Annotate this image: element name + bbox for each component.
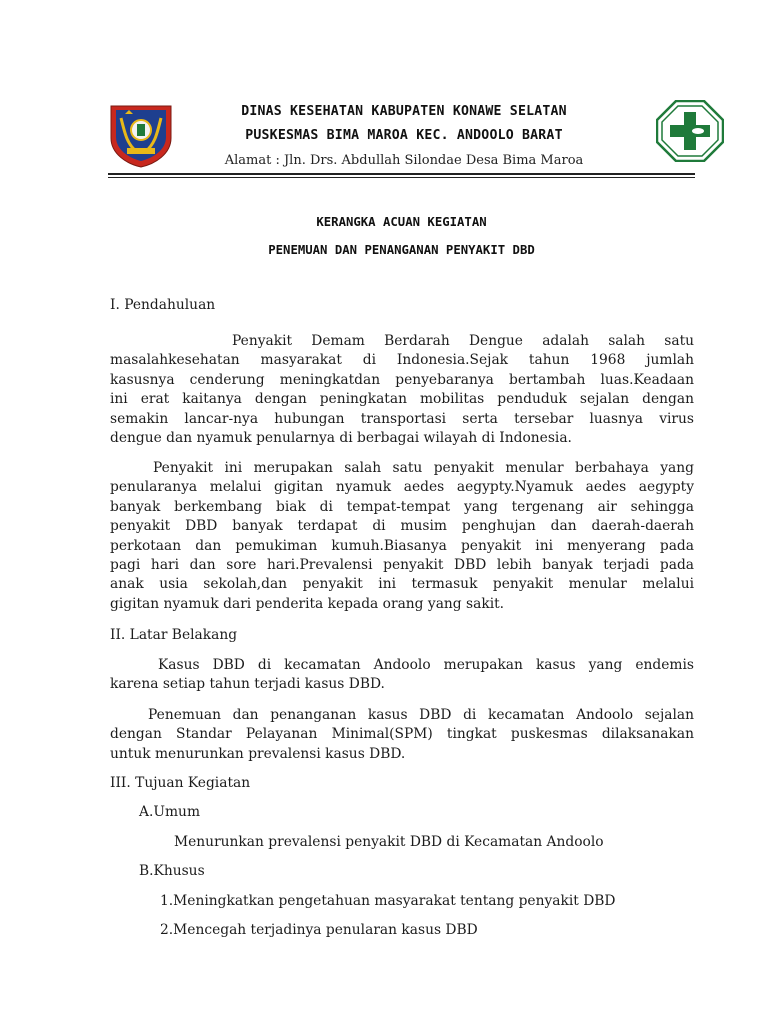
section-heading-pendahuluan: I. Pendahuluan xyxy=(110,297,216,313)
letterhead xyxy=(180,100,628,173)
title-line-1: KERANGKA ACUAN KEGIATAN xyxy=(316,215,487,229)
text-line: Kasus DBD di kecamatan Andoolo merupakan kasus yang endemis xyxy=(158,657,694,673)
goal-specific-item: 2.Mencegah terjadinya penularan kasus DBD xyxy=(160,922,478,938)
paragraph-latar-belakang-1 xyxy=(110,656,694,695)
text-line: dengan Standar Pelayanan Minimal(SPM) tingkat puskesmas dilaksanakan xyxy=(110,726,694,743)
clinic-name: PUSKESMAS BIMA MAROA KEC. ANDOOLO BARAT xyxy=(245,128,563,143)
agency-name: DINAS KESEHATAN KABUPATEN KONAWE SELATAN xyxy=(241,104,567,119)
text-line: ini erat kaitanya dengan peningkatan mobilitas penduduk sejalan dengan xyxy=(110,391,694,408)
text-line: Penyakit Demam Berdarah Dengue adalah salah satu xyxy=(232,333,694,349)
subsection-label-khusus: B.Khusus xyxy=(139,863,205,879)
text-line: karena setiap tahun terjadi kasus DBD. xyxy=(110,676,385,693)
text-line: anak usia sekolah,dan penyakit ini termasuk penyakit menular melalui xyxy=(110,576,694,593)
text-line: kasusnya cenderung meningkatdan penyebaranya bertambah luas.Keadaan xyxy=(110,371,694,388)
paragraph-pendahuluan-1 xyxy=(110,332,694,448)
text-line: gigitan nyamuk dari penderita kepada orang yang sakit. xyxy=(110,595,505,612)
goal-specific-item: 1.Meningkatkan pengetahuan masyarakat tentang penyakit DBD xyxy=(160,893,616,909)
section-heading-latar-belakang: II. Latar Belakang xyxy=(110,627,238,643)
text-line: perkotaan dan pemukiman kumuh.Biasanya penyakit ini menyerang pada xyxy=(110,537,694,554)
regency-emblem-icon xyxy=(107,104,175,168)
text-line: semakin lancar-nya hubungan transportasi serta tersebar luasnya virus xyxy=(110,410,694,427)
section-heading-tujuan: III. Tujuan Kegiatan xyxy=(110,775,251,791)
paragraph-pendahuluan-2 xyxy=(110,459,694,614)
text-line: banyak berkembang biak di tempat-tempat yang tergenang air sehingga xyxy=(110,498,694,515)
health-cross-emblem-icon xyxy=(656,100,724,162)
header-divider-thin xyxy=(108,177,695,178)
address-line: Alamat : Jln. Drs. Abdullah Silondae Desa Bima Maroa xyxy=(224,153,584,168)
paragraph-latar-belakang-2 xyxy=(110,706,694,764)
text-line: dengue dan nyamuk penularnya di berbagai wilayah di Indonesia. xyxy=(110,430,572,447)
text-line: Penemuan dan penanganan kasus DBD di kecamatan Andoolo sejalan xyxy=(148,707,694,723)
text-line: penularanya melalui gigitan nyamuk aedes aegypty.Nyamuk aedes aegypty xyxy=(110,479,694,496)
text-line: Penyakit ini merupakan salah satu penyakit menular berbahaya yang xyxy=(153,460,694,476)
header-divider xyxy=(108,173,695,175)
text-line: pagi hari dan sore hari.Prevalensi penyakit DBD lebih banyak terjadi pada xyxy=(110,557,694,574)
title-line-2: PENEMUAN DAN PENANGANAN PENYAKIT DBD xyxy=(268,243,535,257)
text-line: untuk menurunkan prevalensi kasus DBD. xyxy=(110,745,406,762)
subsection-label-umum: A.Umum xyxy=(139,804,201,820)
text-line: masalahkesehatan masyarakat di Indonesia.Sejak tahun 1968 jumlah xyxy=(110,352,694,369)
goal-general-text: Menurunkan prevalensi penyakit DBD di Kecamatan Andoolo xyxy=(174,834,604,850)
text-line: penyakit DBD banyak terdapat di musim penghujan dan daerah-daerah xyxy=(110,518,694,535)
document-title xyxy=(108,208,695,264)
